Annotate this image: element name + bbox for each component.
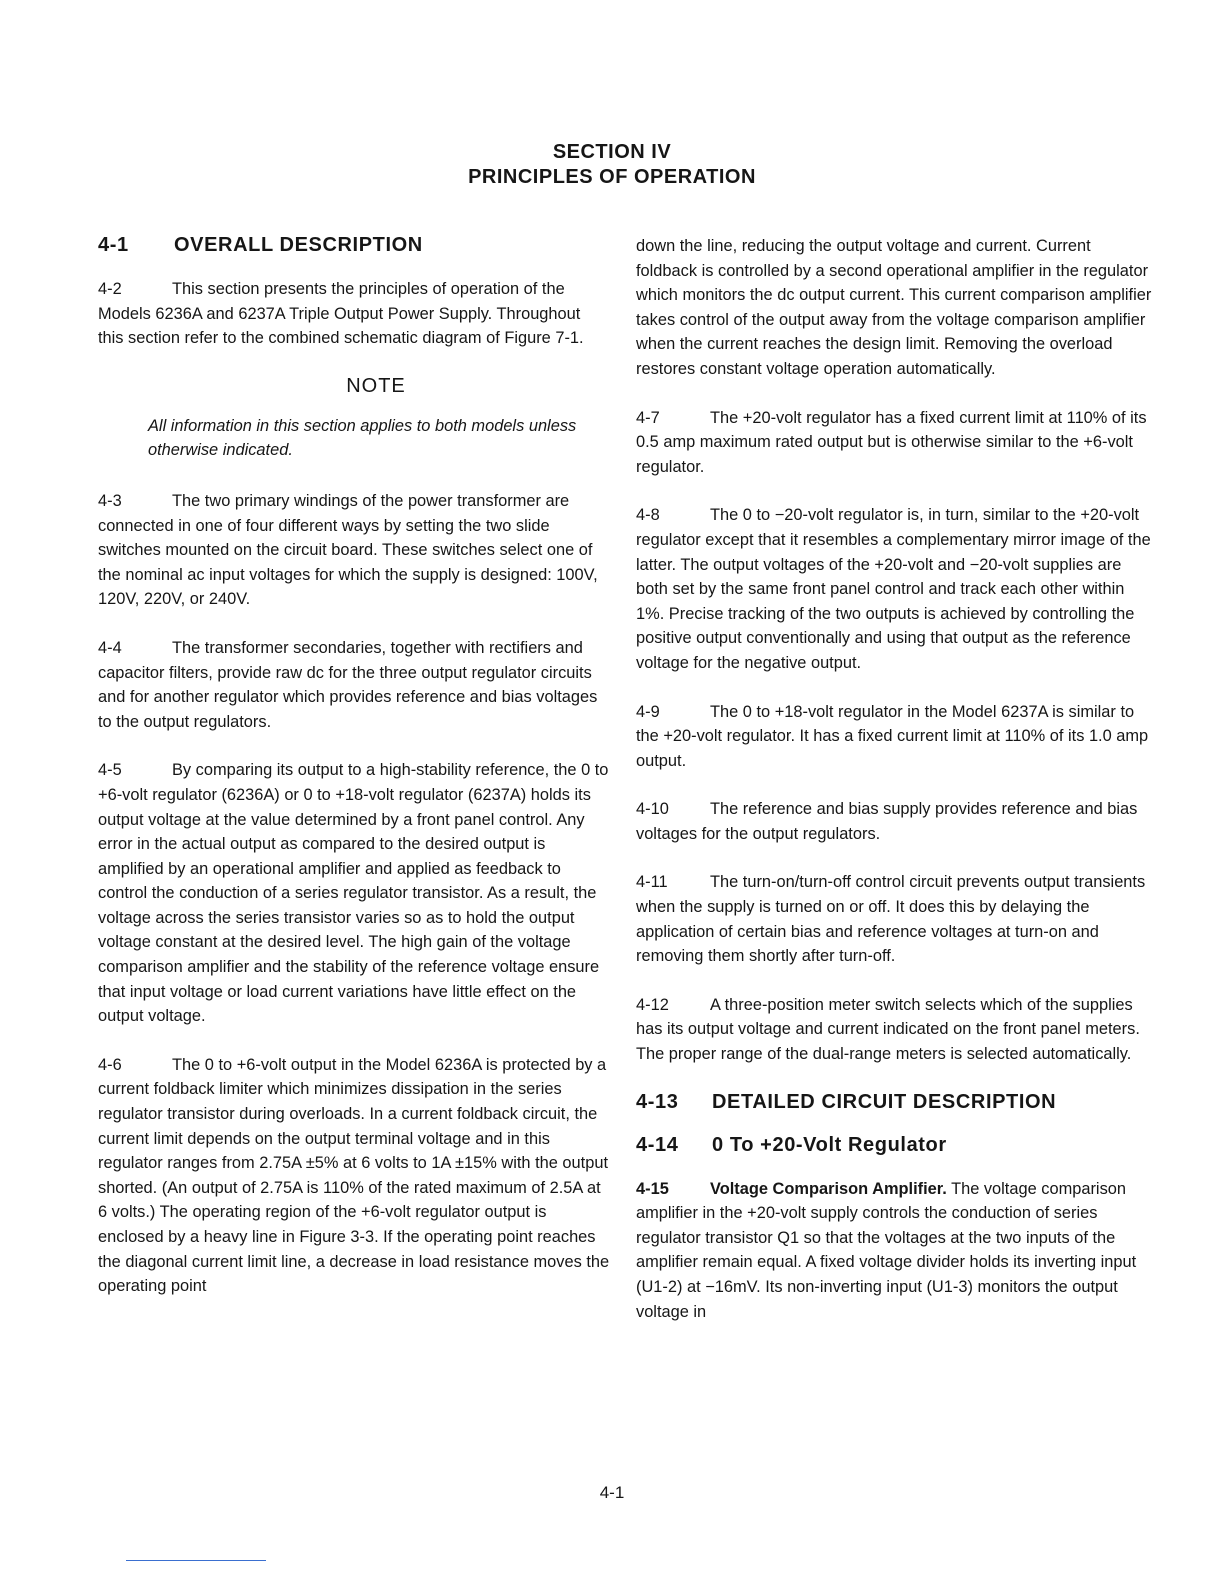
paragraph-text: The transformer secondaries, together with rectifiers and capacitor filters, provide raw dc for the three output regulator circuits and for another regulator which provides reference and bias voltages to the output regulators.: [98, 638, 598, 731]
paragraph-number: 4-11: [636, 873, 668, 892]
paragraph-number: 4-2: [98, 280, 122, 298]
page-number: 4-1: [599, 1483, 625, 1502]
heading-title: 0 To +20-Volt Regulator: [712, 1133, 947, 1156]
paragraph-number: 4-7: [636, 408, 660, 427]
paragraph-text: The voltage comparison amplifier in the +20-volt supply controls the conduction of series regulator transistor Q1 so that the voltages at the two inputs of the amplifier remain equal. A fixed voltage divider holds its inverting input (U1-2) at −16mV. Its non-inverting input (U1-3) monitors the output voltage in: [636, 1179, 1137, 1321]
paragraph-text: The reference and bias supply provides reference and bias voltages for the output regulators.: [636, 800, 1138, 843]
right-column: [636, 234, 1156, 1324]
section-label: SECTION IV: [552, 141, 672, 163]
paragraph-number: 4-8: [636, 506, 660, 525]
paragraph-text: The two primary windings of the power transformer are connected in one of four different ways by setting the two slide switches mounted on the circuit board. These switches select one of the nominal ac input voltages for which the supply is designed: 100V, 120V, 220V, or 240V.: [98, 491, 598, 609]
paragraph-4-6-continued: down the line, reducing the output voltage and current. Current foldback is controlled by a second operational amplifier in the regulator which monitors the dc output current. This current comparison amplifier takes control of the output away from the voltage comparison amplifier when the current reaches the design limit. Removing the overload restores constant voltage operation automatically.: [636, 237, 1152, 378]
paragraph-text: This section presents the principles of operation of the Models 6236A and 6237A Triple Output Power Supply. Throughout this section refer to the combined schematic diagram of Figure 7-1.: [98, 280, 584, 348]
paragraph-4-6: [98, 1053, 610, 1299]
paragraph-number: 4-6: [98, 1055, 122, 1074]
paragraph-number: 4-3: [98, 491, 122, 510]
paragraph-number: 4-15: [636, 1179, 669, 1198]
paragraph-text: The +20-volt regulator has a fixed current limit at 110% of its 0.5 amp maximum rated output but is otherwise similar to the +6-volt regulator.: [636, 408, 1147, 476]
paragraph-4-5: [98, 758, 610, 1029]
paragraph-text: A three-position meter switch selects which of the supplies has its output voltage and current indicated on the front panel meters. The proper range of the dual-range meters is selected automatically.: [636, 995, 1140, 1064]
footer-rule: [126, 1560, 266, 1561]
heading-number: 4-14: [636, 1133, 679, 1156]
paragraph-number: 4-9: [636, 702, 660, 721]
section-title: PRINCIPLES OF OPERATION: [468, 166, 756, 188]
paragraph-number: 4-5: [98, 761, 122, 780]
heading-4-14: [636, 1134, 1156, 1157]
paragraph-4-9: [636, 700, 1156, 774]
page-header: [0, 140, 1224, 190]
paragraph-4-8: [636, 503, 1156, 675]
heading-4-13: [636, 1091, 1156, 1114]
paragraph-4-4: [98, 636, 610, 734]
paragraph-text: The 0 to +6-volt output in the Model 6236A is protected by a current foldback limiter which minimizes dissipation in the series regulator transistor during overloads. In a current foldback circuit, the current limit depends on the output terminal voltage and in this regulator ranges from 2.75A ±5% at 6 volts to 1A ±15% with the output shorted. (An output of 2.75A is 110% of the rated maximum of 2.5A at 6 volts.) The operating region of the +6-volt regulator output is enclosed by a heavy line in Figure 3-3. If the operating point reaches the diagonal current limit line, a decrease in load resistance moves the operating point: [98, 1055, 610, 1296]
paragraph-4-12: [636, 993, 1156, 1067]
heading-title: DETAILED CIRCUIT DESCRIPTION: [712, 1090, 1057, 1113]
paragraph-number: 4-10: [636, 800, 669, 819]
paragraph-4-10: [636, 797, 1156, 846]
heading-title: OVERALL DESCRIPTION: [174, 234, 423, 256]
paragraph-4-7: [636, 406, 1156, 480]
note-title: NOTE: [346, 374, 406, 397]
paragraph-text: By comparing its output to a high-stability reference, the 0 to +6-volt regulator (6236A) or 0 to +18-volt regulator (6237A) holds its output voltage at the value determined by a front panel control. Any error in the actual output as compared to the desired output is amplified by an operational amplifier and applied as feedback to control the conduction of a series regulator transistor. As a result, the voltage across the series transistor varies so as to hold the output voltage constant at the desired level. The high gain of the voltage comparison amplifier and the stability of the reference voltage ensure that input voltage or load current variations have little effect on the output voltage.: [98, 761, 609, 1026]
paragraph-4-2: [98, 277, 610, 351]
heading-number: 4-1: [98, 234, 129, 256]
paragraph-text: The 0 to +18-volt regulator in the Model 6237A is similar to the +20-volt regulator. It has a fixed current limit at 110% of its 1.0 amp output.: [636, 702, 1149, 770]
heading-number: 4-13: [636, 1090, 679, 1113]
paragraph-subhead: Voltage Comparison Amplifier.: [710, 1179, 947, 1198]
heading-4-1: [98, 234, 610, 257]
paragraph-text: The 0 to −20-volt regulator is, in turn, similar to the +20-volt regulator except that it resembles a complementary mirror image of the latter. The output voltages of the +20-volt and −20-volt supplies are both set by the same front panel control and track each other within 1%. Precise tracking of the two outputs is achieved by controlling the positive output conventionally and using that output as the reference voltage for the negative output.: [636, 506, 1151, 672]
paragraph-4-15: [636, 1177, 1156, 1325]
note-body: All information in this section applies to both models unless otherwise indicated.: [148, 416, 577, 460]
left-column: [98, 234, 610, 1299]
paragraph-4-11: [636, 870, 1156, 968]
paragraph-text: The turn-on/turn-off control circuit prevents output transients when the supply is turned on or off. It does this by delaying the application of certain bias and reference voltages at turn-on and removing them shortly after turn-off.: [636, 873, 1146, 966]
paragraph-4-3: [98, 489, 610, 612]
paragraph-number: 4-4: [98, 638, 122, 657]
paragraph-number: 4-12: [636, 995, 669, 1014]
